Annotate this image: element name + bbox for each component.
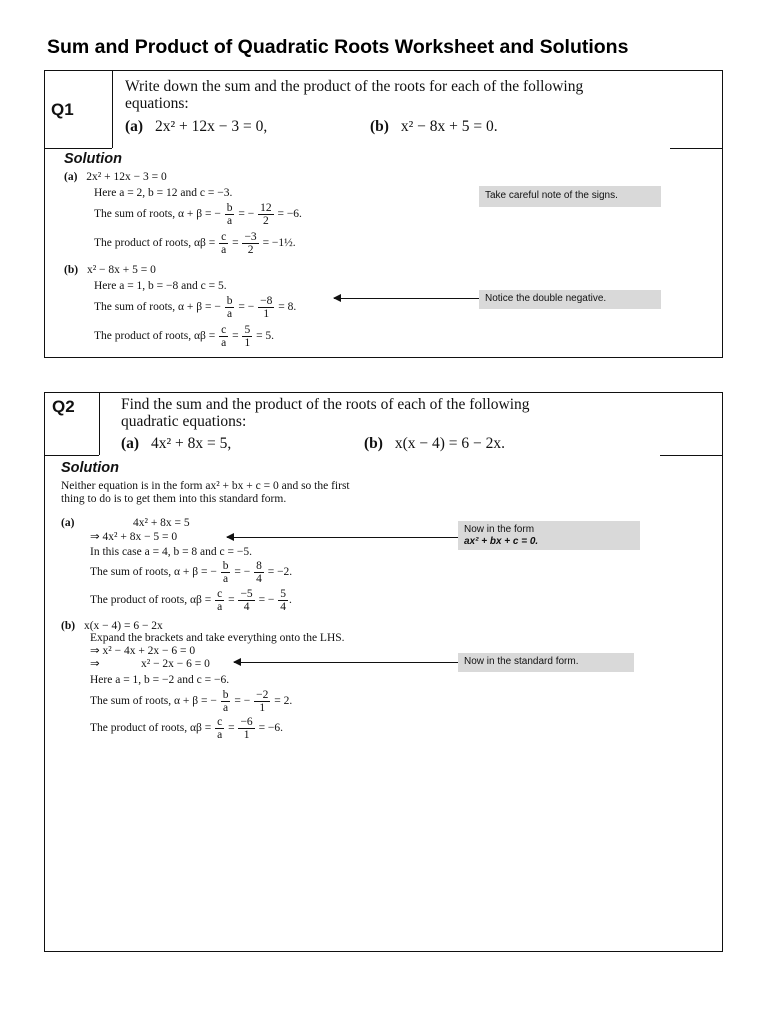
- q1-b-sum-frac2: [258, 295, 274, 320]
- q1-b-prod-frac2: [242, 324, 252, 349]
- q1-a-product: [94, 231, 296, 256]
- q2-b-sum-den1: a: [223, 702, 229, 714]
- q1-b-sum-den1: a: [227, 308, 233, 320]
- q2-part-a-eq: 4x² + 8x = 5,: [150, 435, 232, 452]
- q1-b-sum-result: = 8.: [278, 301, 297, 314]
- q1-b-eq: x² − 8x + 5 = 0: [86, 264, 156, 276]
- q1-a-prod-mid: =: [232, 237, 239, 250]
- q1-b-prod-den1: a: [221, 337, 227, 349]
- q2-a-line2: ⇒ 4x² + 8x − 5 = 0: [90, 531, 178, 543]
- q2-a-prod-frac1: [215, 588, 224, 613]
- q2-standard-arrow: [234, 662, 459, 663]
- q2-a-sum-label: The sum of roots, α + β = −: [90, 566, 217, 579]
- q1-b-sum-num2: −8: [260, 295, 273, 307]
- q2-form-arrow: [227, 537, 459, 538]
- q2-b-coeffs: Here a = 1, b = −2 and c = −6.: [90, 674, 230, 686]
- q1-a-coeffs: Here a = 2, b = 12 and c = −3.: [94, 187, 233, 199]
- q1-header-rule-right: [670, 148, 723, 149]
- q1-solution-label: Solution: [64, 151, 122, 167]
- q1-a-eq: 2x² + 12x − 3 = 0: [86, 171, 167, 183]
- q2-b-sum-frac2: [254, 689, 270, 714]
- q1-b-prod-num1: c: [221, 324, 227, 336]
- q2-a-prod-mid: =: [228, 594, 235, 607]
- q1-a-sum: [94, 202, 302, 227]
- q1-a-prod-result: = −1½.: [262, 237, 296, 250]
- q2-a-sum-mid: = −: [234, 566, 251, 579]
- q2-a-prod-den1: a: [217, 601, 223, 613]
- q2-b-line4: x² − 2x − 6 = 0: [141, 658, 210, 670]
- q2-a-sum-num1: b: [222, 560, 229, 572]
- q1-b-sum-mid: = −: [238, 301, 255, 314]
- q2-a-product-label: The product of roots, αβ =: [90, 594, 212, 607]
- q2-a-prod-num2: −5: [240, 588, 253, 600]
- q1-a-sum-den1: a: [227, 215, 233, 227]
- q1-b-sum-label: The sum of roots, α + β = −: [94, 301, 221, 314]
- q1-b-label: (b): [64, 264, 79, 276]
- q2-sol-intro-1: Neither equation is in the form ax² + bx + c = 0 and so the first: [61, 480, 350, 492]
- q2-b-product: [90, 716, 283, 741]
- q2-note-standard: Now in the standard form.: [458, 653, 634, 672]
- q2-part-a: [121, 435, 231, 452]
- q2-b-line4-arrow: ⇒: [90, 658, 100, 670]
- q1-label-divider: [112, 70, 113, 148]
- q1-intro: Write down the sum and the product of the roots for each of the following equations:: [125, 78, 584, 112]
- q1-note-signs: Take careful note of the signs.: [479, 186, 661, 207]
- q1-double-negative-arrow: [334, 298, 480, 299]
- q2-a-prod-den3: 4: [280, 601, 287, 613]
- q1-b-prod-den2: 1: [244, 337, 251, 349]
- q1-a-sum-result: = −6.: [277, 208, 302, 221]
- q1-b-sum-den2: 1: [263, 308, 270, 320]
- q1-a-prod-frac2: [242, 231, 258, 256]
- q1-a-sum-mid: = −: [238, 208, 255, 221]
- q2-a-product: [90, 588, 292, 613]
- q2-part-a-label: (a): [121, 435, 140, 452]
- q2-a-prod-eq2: = −: [258, 594, 275, 607]
- q2-header-rule-right: [660, 455, 723, 456]
- q2-note-form-line1: Now in the form: [464, 524, 535, 535]
- q1-a-sum-frac1: [225, 202, 235, 227]
- q2-b-sum-mid: = −: [234, 695, 251, 708]
- q2-b-sum-result: = 2.: [274, 695, 293, 708]
- q2-part-b: [364, 435, 505, 452]
- q2-b-prod-den2: 1: [243, 729, 250, 741]
- q1-a-product-label: The product of roots, αβ =: [94, 237, 216, 250]
- q2-a-prod-den2: 4: [243, 601, 250, 613]
- q1-b-prod-num2: 5: [244, 324, 251, 336]
- q2-a-prod-num1: c: [217, 588, 223, 600]
- q2-label-divider: [99, 392, 100, 455]
- q1-b-prod-result: = 5.: [256, 330, 275, 343]
- q2-b-sum-label: The sum of roots, α + β = −: [90, 695, 217, 708]
- q2-solution-label: Solution: [61, 460, 119, 476]
- q1-header-rule: [44, 148, 112, 149]
- q2-intro: Find the sum and the product of the roots of each of the following quadratic equations:: [121, 396, 530, 430]
- q1-a-prod-num1: c: [221, 231, 227, 243]
- q2-a-prod-frac2: [238, 588, 254, 613]
- q2-b-prod-mid: =: [228, 722, 235, 735]
- q2-b-prod-frac2: [238, 716, 254, 741]
- q1-part-a-eq: 2x² + 12x − 3 = 0,: [154, 118, 268, 135]
- q1-b-product-label: The product of roots, αβ =: [94, 330, 216, 343]
- q2-a-line1: 4x² + 8x = 5: [133, 517, 190, 529]
- q2-note-form-line2: ax² + bx + c = 0.: [464, 536, 539, 547]
- q1-part-a-label: (a): [125, 118, 144, 135]
- q1-b-sum: [94, 295, 296, 320]
- q1-b-sum-frac1: [225, 295, 235, 320]
- q2-b-line1-text: x(x − 4) = 6 − 2x: [83, 620, 163, 632]
- q1-b-sum-num1: b: [226, 295, 233, 307]
- q2-a-prod-frac3: [278, 588, 288, 613]
- q1-b-prod-mid: =: [232, 330, 239, 343]
- q2-b-prod-num1: c: [217, 716, 223, 728]
- q1-a-label: (a): [64, 171, 78, 183]
- q1-part-b-label: (b): [370, 118, 389, 135]
- q2-a-sum-num2: 8: [256, 560, 262, 572]
- q1-a-line: [64, 171, 167, 184]
- q2-b-prod-den1: a: [217, 729, 223, 741]
- q1-b-line: [64, 264, 156, 277]
- q2-b-line3: ⇒ x² − 4x + 2x − 6 = 0: [90, 645, 196, 657]
- q1-a-prod-den1: a: [221, 244, 227, 256]
- q2-b-sum-den2: 1: [259, 702, 266, 714]
- q2-a-sum-frac1: [221, 560, 231, 585]
- page-title: Sum and Product of Quadratic Roots Worksheet and Solutions: [47, 36, 629, 58]
- q2-a-label-text: (a): [61, 517, 75, 529]
- q1-a-sum-label: The sum of roots, α + β = −: [94, 208, 221, 221]
- q2-b-label: (b): [61, 620, 76, 632]
- q2-a-prod-end: .: [289, 594, 292, 607]
- q1-label: Q1: [51, 100, 74, 119]
- q1-part-a: [125, 118, 267, 135]
- q1-b-prod-frac1: [219, 324, 228, 349]
- q2-a-sum: [90, 560, 292, 585]
- q1-a-sum-num2: 12: [260, 202, 272, 214]
- q1-part-b: [370, 118, 498, 135]
- q2-b-product-label: The product of roots, αβ =: [90, 722, 212, 735]
- q1-b-coeffs: Here a = 1, b = −8 and c = 5.: [94, 280, 227, 292]
- q1-a-sum-den2: 2: [262, 215, 269, 227]
- q1-a-prod-num2: −3: [244, 231, 257, 243]
- q1-b-product: [94, 324, 274, 349]
- q2-a-prod-num3: 5: [280, 588, 287, 600]
- q1-note-double-negative: Notice the double negative.: [479, 290, 661, 309]
- q1-a-prod-frac1: [219, 231, 228, 256]
- q2-label: Q2: [52, 397, 75, 416]
- q2-b-sum-frac1: [221, 689, 231, 714]
- q2-b-prod-result: = −6.: [258, 722, 284, 735]
- q2-note-form: [458, 521, 640, 550]
- q2-sol-intro-2: thing to do is to get them into this standard form.: [61, 493, 287, 505]
- q2-b-sum: [90, 689, 292, 714]
- q2-a-coeffs: In this case a = 4, b = 8 and c = −5.: [90, 546, 252, 558]
- q2-b-line2: Expand the brackets and take everything onto the LHS.: [90, 632, 345, 644]
- q2-b-sum-num1: b: [222, 689, 229, 701]
- q2-a-sum-den1: a: [223, 573, 229, 585]
- q1-a-prod-den2: 2: [247, 244, 254, 256]
- q2-a-sum-frac2: [254, 560, 264, 585]
- q2-a-sum-result: = −2.: [267, 566, 293, 579]
- q2-b-prod-frac1: [215, 716, 224, 741]
- q2-a-label: [61, 517, 74, 530]
- q2-a-sum-den2: 4: [256, 573, 262, 585]
- q2-part-b-eq: x(x − 4) = 6 − 2x.: [394, 435, 506, 452]
- q2-header-rule: [44, 455, 99, 456]
- q1-a-sum-frac2: [258, 202, 274, 227]
- q2-box: [44, 392, 723, 952]
- q1-part-b-eq: x² − 8x + 5 = 0.: [400, 118, 498, 135]
- q1-a-sum-num1: b: [226, 202, 233, 214]
- q2-b-prod-num2: −6: [240, 716, 253, 728]
- q2-b-sum-num2: −2: [256, 689, 269, 701]
- q2-part-b-label: (b): [364, 435, 383, 452]
